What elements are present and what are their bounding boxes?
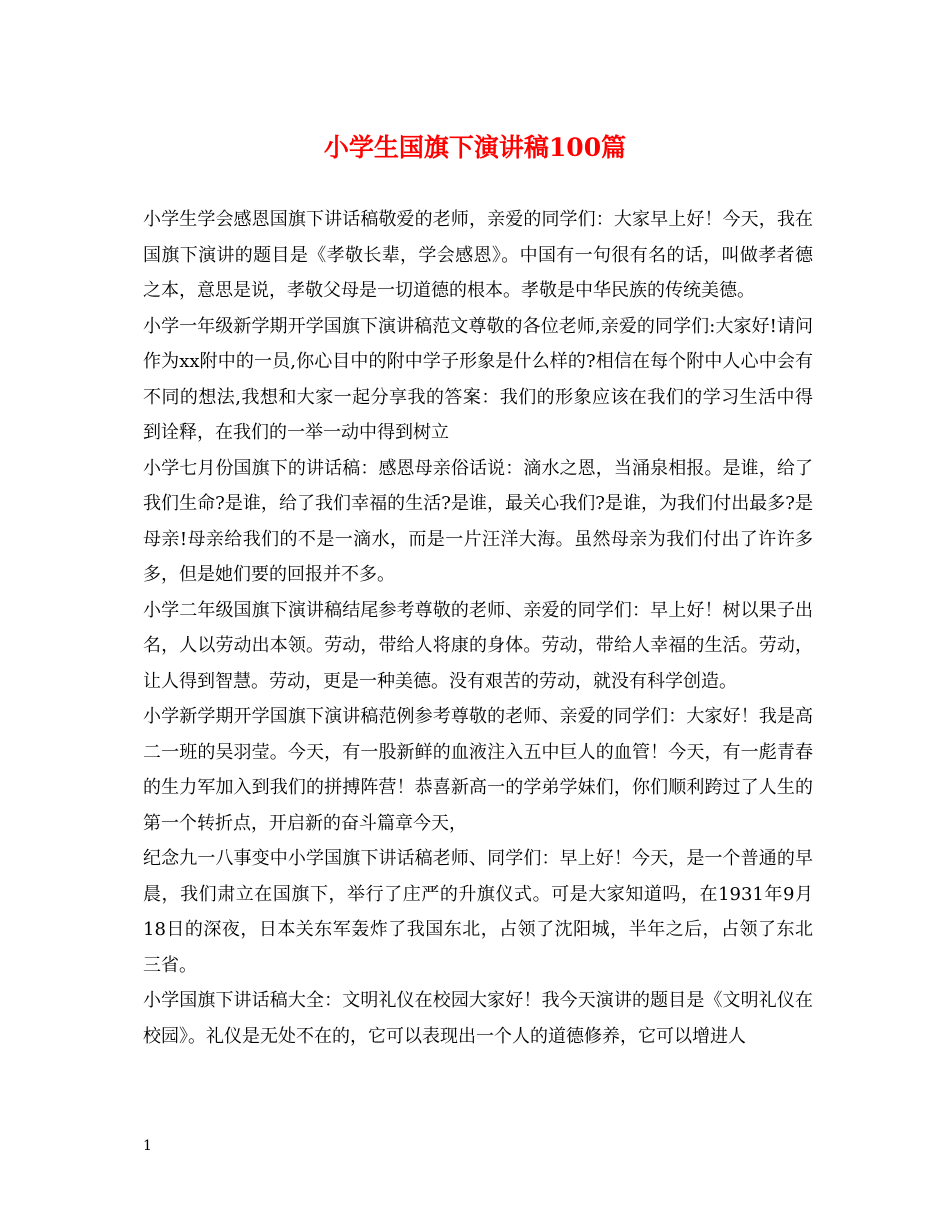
paragraph-5: 小学新学期开学国旗下演讲稿范例参考尊敬的老师、亲爱的同学们：大家好！我是高二一班的吴羽莹。今天，有一股新鲜的血液注入五中巨人的血管！今天，有一彪青春的生力军加入到我们的拼搏阵营！恭喜新高一的学弟学妹们，你们顺利跨过了人生的第一个转折点，开启新的奋斗篇章今天，: [143, 706, 813, 834]
paragraph-4: 小学二年级国旗下演讲稿结尾参考尊敬的老师、亲爱的同学们：早上好！树以果子出名，人以劳动出本领。劳动，带给人将康的身体。劳动，带给人幸福的生活。劳动，让人得到智慧。劳动，更是一种美德。没有艰苦的劳动，就没有科学创造。: [143, 599, 813, 692]
paragraph-1: 小学生学会感恩国旗下讲话稿敬爱的老师，亲爱的同学们：大家早上好！今天，我在国旗下演讲的题目是《孝敬长辈，学会感恩》。中国有一句很有名的话，叫做孝者德之本，意思是说，孝敬父母是一切道德的根本。孝敬是中华民族的传统美德。: [143, 209, 813, 301]
paragraph-6: 纪念九一八事变中小学国旗下讲话稿老师、同学们：早上好！今天，是一个普通的早晨，我们肃立在国旗下，举行了庄严的升旗仪式。可是大家知道吗，在1931年9月18日的深夜，日本关东军轰炸了我国东北，占领了沈阳城，半年之后，占领了东北三省。: [143, 848, 813, 976]
document-body: [143, 202, 813, 1054]
page-number: 1: [143, 1138, 152, 1154]
paragraph-2: 小学一年级新学期开学国旗下演讲稿范文尊敬的各位老师,亲爱的同学们:大家好!请问作为xx附中的一员,你心目中的附中学子形象是什么样的?相信在每个附中人心中会有不同的想法,我想和大家一起分享我的答案：我们的形象应该在我们的学习生活中得到诠释，在我们的一举一动中得到树立: [143, 315, 813, 443]
paragraph-7: 小学国旗下讲话稿大全：文明礼仪在校园大家好！我今天演讲的题目是《文明礼仪在校园》。礼仪是无处不在的，它可以表现出一个人的道德修养，它可以增进人: [143, 990, 813, 1047]
document-title: 小学生国旗下演讲稿100篇: [323, 133, 627, 162]
paragraph-3: 小学七月份国旗下的讲话稿：感恩母亲俗话说：滴水之恩，当涌泉相报。是谁，给了我们生命?是谁，给了我们幸福的生活?是谁，最关心我们?是谁，为我们付出最多?是母亲!母亲给我们的不是一滴水，而是一片汪洋大海。虽然母亲为我们付出了许许多多，但是她们要的回报并不多。: [143, 457, 813, 585]
